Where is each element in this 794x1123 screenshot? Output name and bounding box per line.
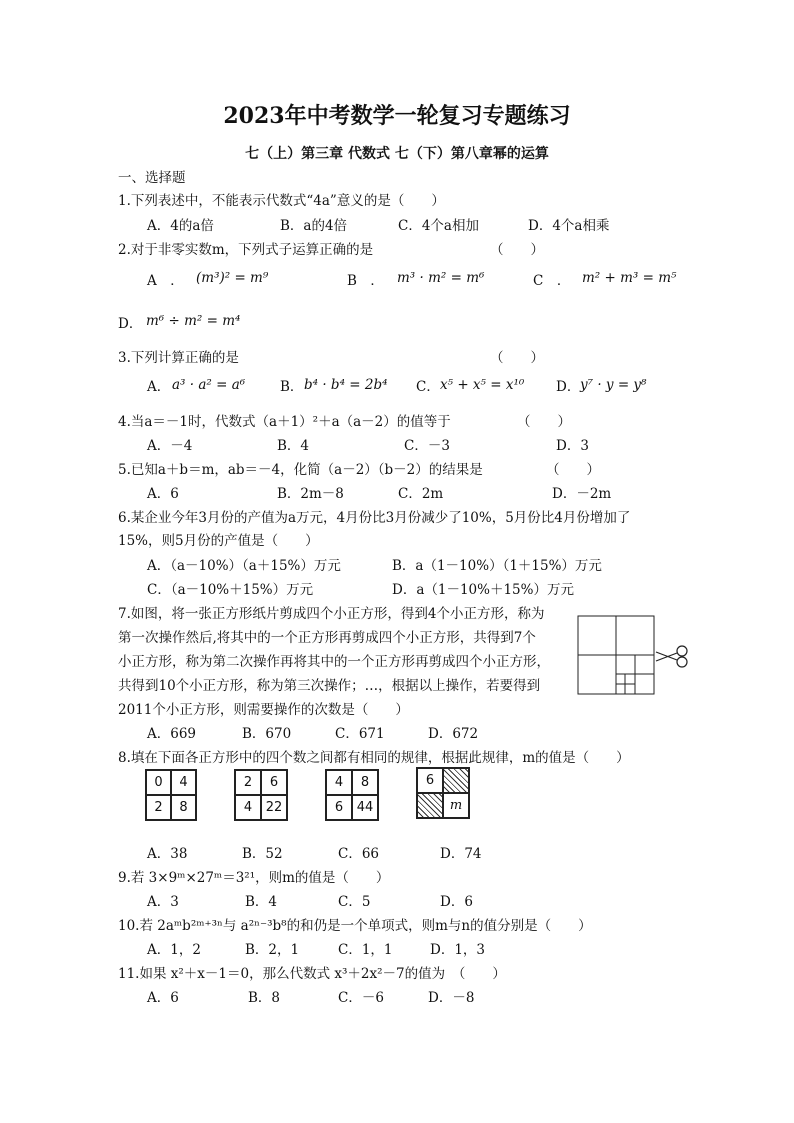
q9-option-c: C．5 xyxy=(338,894,371,910)
q8-square-3 xyxy=(325,769,379,821)
q2-stem: 2.对于非零实数m，下列式子运算正确的是 xyxy=(118,242,374,258)
q5-stem: 5.已知a＋b＝m，ab＝－4，化简（a－2）（b－2）的结果是 xyxy=(118,462,483,478)
q3-stem: 3.下列计算正确的是 xyxy=(118,350,239,366)
q9-option-d: D．6 xyxy=(440,894,473,910)
q1-option-d: D．4个a相乘 xyxy=(528,218,610,234)
q3-option-d-label: D． xyxy=(556,379,581,395)
q8-square-2-cell: 4 xyxy=(235,795,261,820)
q8-option-a: A．38 xyxy=(147,846,188,862)
q8-option-c: C．66 xyxy=(338,846,380,862)
q2-option-c-label: C ． xyxy=(533,273,571,289)
q8-square-4-cell: 6 xyxy=(417,768,443,793)
q7-option-c: C．671 xyxy=(335,726,385,742)
q4-option-d: D．3 xyxy=(556,438,589,454)
q2-option-d-label: D． xyxy=(118,316,143,332)
q8-square-3-cell: 6 xyxy=(326,795,352,820)
q3-option-d-expr: y⁷ · y = y⁸ xyxy=(580,377,647,393)
q7-stem-line3: 小正方形，称为第二次操作再将其中的一个正方形再剪成四个小正方形， xyxy=(118,654,550,670)
q9-option-b: B．4 xyxy=(245,894,278,910)
q7-stem-line2: 第一次操作然后,将其中的一个正方形再剪成四个小正方形，共得到7个 xyxy=(118,630,536,646)
q8-square-1-cell: 2 xyxy=(146,795,171,820)
document-subtitle: 七（上）第三章 代数式 七（下）第八章幂的运算 xyxy=(245,146,549,162)
q8-square-3-cell: 44 xyxy=(352,795,378,820)
q8-square-3-cell: 4 xyxy=(326,770,352,795)
q10-option-d: D．1，3 xyxy=(430,942,486,958)
q6-stem-line1: 6.某企业今年3月份的产值为a万元，4月份比3月份减少了10%，5月份比4月份增加了 xyxy=(118,510,631,526)
q8-square-3-cell: 8 xyxy=(352,770,378,795)
q1-stem: 1.下列表述中，不能表示代数式“4a”意义的是（ ） xyxy=(118,193,445,209)
q7-stem-line1: 7.如图，将一张正方形纸片剪成四个小正方形，得到4个小正方形，称为 xyxy=(118,606,545,622)
q11-stem: 11.如果 x²＋x－1＝0，那么代数式 x³＋2x²－7的值为 （ ） xyxy=(118,966,506,982)
q6-stem-line2: 15%，则5月份的产值是（ ） xyxy=(118,533,319,549)
q7-option-b: B．670 xyxy=(242,726,292,742)
q5-option-c: C．2m xyxy=(398,486,444,502)
q1-option-c: C．4个a相加 xyxy=(398,218,479,234)
section-heading: 一、选择题 xyxy=(118,170,186,186)
q8-option-d: D．74 xyxy=(440,846,482,862)
q9-stem: 9.若 3×9ᵐ×27ᵐ＝3²¹，则m的值是（ ） xyxy=(118,870,390,886)
q8-square-4-hatched-cell xyxy=(443,768,469,793)
document-title: 2023年中考数学一轮复习专题练习 xyxy=(223,103,571,129)
q10-option-c: C．1，1 xyxy=(338,942,393,958)
q8-square-2-cell: 22 xyxy=(261,795,287,820)
q1-option-a: A．4的a倍 xyxy=(147,218,214,234)
q10-option-a: A．1，2 xyxy=(147,942,201,958)
q8-square-2-cell: 6 xyxy=(261,770,287,795)
q3-option-c-label: C． xyxy=(416,379,440,395)
q2-option-a-label: A ． xyxy=(147,273,184,289)
q11-option-c: C．－6 xyxy=(338,990,384,1006)
q2-option-b-expr: m³ · m² = m⁶ xyxy=(397,270,485,286)
q7-option-a: A．669 xyxy=(147,726,197,742)
q8-stem: 8.填在下面各正方形中的四个数之间都有相同的规律，根据此规律，m的值是（ ） xyxy=(118,750,630,766)
q3-option-b-expr: b⁴ · b⁴ = 2b⁴ xyxy=(304,377,388,393)
q3-option-a-expr: a³ · a² = a⁶ xyxy=(172,377,246,393)
q7-square-cutting-figure xyxy=(574,614,694,696)
q3-paren: （ ） xyxy=(490,350,544,366)
q10-stem: 10.若 2aᵐb²ᵐ⁺³ⁿ与 a²ⁿ⁻³b⁸的和仍是一个单项式，则m与n的值分别是（ ） xyxy=(118,918,592,934)
q4-paren: （ ） xyxy=(517,414,571,430)
q2-option-b-label: B ． xyxy=(347,273,384,289)
q8-square-4 xyxy=(416,767,470,819)
q5-option-b: B．2m－8 xyxy=(277,486,344,502)
q8-square-4-unknown-cell: m xyxy=(443,793,469,818)
q11-option-a: A．6 xyxy=(147,990,179,1006)
q11-option-b: B．8 xyxy=(248,990,281,1006)
q4-option-a: A．－4 xyxy=(147,438,193,454)
q2-option-a-expr: (m³)² = m⁹ xyxy=(196,270,269,286)
q8-square-4-hatched-cell xyxy=(417,793,443,818)
q8-square-1-cell: 0 xyxy=(146,770,171,795)
q6-option-d: D．a（1－10%＋15%）万元 xyxy=(392,582,574,598)
q8-option-b: B．52 xyxy=(242,846,283,862)
q8-square-1-cell: 4 xyxy=(171,770,196,795)
q6-option-b: B．a（1－10%）（1＋15%）万元 xyxy=(392,558,602,574)
q4-option-b: B．4 xyxy=(277,438,310,454)
q2-option-c-expr: m² + m³ = m⁵ xyxy=(582,270,677,286)
q4-stem: 4.当a＝－1时，代数式（a＋1）²＋a（a－2）的值等于 xyxy=(118,414,451,430)
q6-option-c: C．（a－10%＋15%）万元 xyxy=(147,582,314,598)
q5-option-a: A．6 xyxy=(147,486,179,502)
q7-stem-line4: 共得到10个小正方形，称为第三次操作；…，根据以上操作，若要得到 xyxy=(118,678,541,694)
q3-option-c-expr: x⁵ + x⁵ = x¹⁰ xyxy=(440,377,525,393)
q2-option-d-expr: m⁶ ÷ m² = m⁴ xyxy=(146,313,241,329)
q8-square-1 xyxy=(145,769,197,821)
q7-stem-line5: 2011个小正方形，则需要操作的次数是（ ） xyxy=(118,702,409,718)
q7-option-d: D．672 xyxy=(428,726,479,742)
q8-square-1-cell: 8 xyxy=(171,795,196,820)
q4-option-c: C．－3 xyxy=(404,438,450,454)
scissors-icon xyxy=(656,646,687,667)
q1-option-b: B．a的4倍 xyxy=(280,218,348,234)
q6-option-a: A．（a－10%）（a＋15%）万元 xyxy=(147,558,341,574)
q9-option-a: A．3 xyxy=(147,894,179,910)
q5-paren: （ ） xyxy=(546,462,600,478)
q11-option-d: D．－8 xyxy=(428,990,475,1006)
q10-option-b: B．2，1 xyxy=(245,942,300,958)
q5-option-d: D．－2m xyxy=(552,486,612,502)
q3-option-a-label: A． xyxy=(147,379,171,395)
q8-square-2-cell: 2 xyxy=(235,770,261,795)
q8-square-2 xyxy=(234,769,288,821)
q3-option-b-label: B． xyxy=(280,379,304,395)
q2-paren: （ ） xyxy=(490,242,544,258)
